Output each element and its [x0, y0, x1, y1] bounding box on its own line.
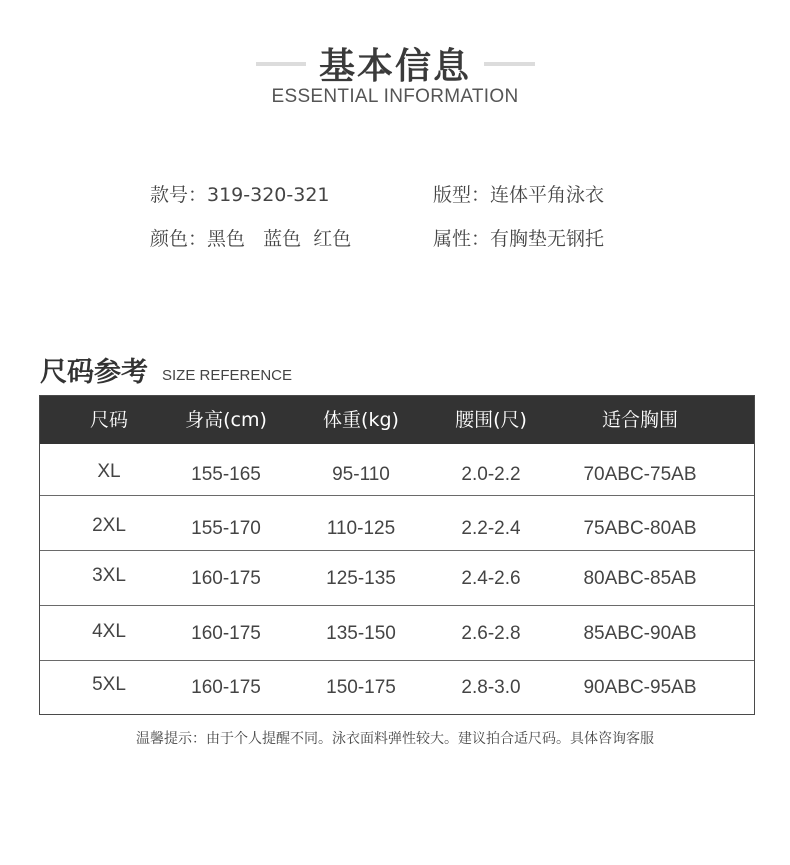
- page-title: 基本信息: [318, 46, 471, 87]
- cell-size: 3XL: [92, 565, 126, 586]
- cell-size: 2XL: [92, 515, 126, 536]
- cell-waist: 2.2-2.4: [461, 518, 521, 539]
- table-row: [40, 495, 754, 550]
- cut-type: 版型：连体平角泳衣: [433, 184, 605, 206]
- cell-weight: 95-110: [332, 464, 390, 485]
- table-row: [40, 444, 754, 495]
- cell-size: 4XL: [92, 621, 126, 642]
- cell-height: 155-170: [191, 518, 261, 539]
- sizing-tip: 温馨提示：由于个人提醒不同。泳衣面料弹性较大。建议拍合适尺码。具体咨询客服: [136, 731, 654, 747]
- cell-weight: 150-175: [326, 677, 396, 698]
- header-size: 尺码: [89, 409, 128, 431]
- cell-size: XL: [97, 461, 121, 482]
- cell-waist: 2.4-2.6: [461, 568, 521, 589]
- size-section-subtitle: SIZE REFERENCE: [162, 367, 293, 384]
- color-options: 颜色：黑色 蓝色 红色: [150, 228, 352, 250]
- header-weight: 体重(kg): [323, 409, 399, 431]
- cell-waist: 2.0-2.2: [461, 464, 521, 485]
- table-header: [40, 396, 754, 444]
- header-waist: 腰围(尺): [455, 409, 527, 431]
- cell-bust: 70ABC-75AB: [583, 464, 697, 485]
- table-row: [40, 660, 754, 715]
- size-table: [39, 395, 755, 715]
- table-row: [40, 605, 754, 660]
- cell-bust: 85ABC-90AB: [583, 623, 697, 644]
- cell-weight: 125-135: [326, 568, 396, 589]
- page-subtitle: ESSENTIAL INFORMATION: [271, 86, 519, 107]
- cell-height: 160-175: [191, 568, 261, 589]
- cell-weight: 110-125: [326, 518, 396, 539]
- cell-bust: 80ABC-85AB: [583, 568, 697, 589]
- size-section-title: 尺码参考: [40, 357, 148, 388]
- cell-waist: 2.8-3.0: [461, 677, 521, 698]
- style-number: 款号：319-320-321: [150, 184, 330, 206]
- header-bust: 适合胸围: [601, 409, 678, 431]
- cell-waist: 2.6-2.8: [461, 623, 521, 644]
- cell-bust: 90ABC-95AB: [583, 677, 697, 698]
- cell-weight: 135-150: [326, 623, 396, 644]
- cell-height: 160-175: [191, 677, 261, 698]
- table-row: [40, 550, 754, 605]
- cell-bust: 75ABC-80AB: [583, 518, 697, 539]
- cell-height: 160-175: [191, 623, 261, 644]
- product-attribute: 属性：有胸垫无钢托: [433, 228, 605, 250]
- cell-size: 5XL: [92, 674, 126, 695]
- header-height: 身高(cm): [185, 409, 267, 431]
- cell-height: 155-165: [191, 464, 261, 485]
